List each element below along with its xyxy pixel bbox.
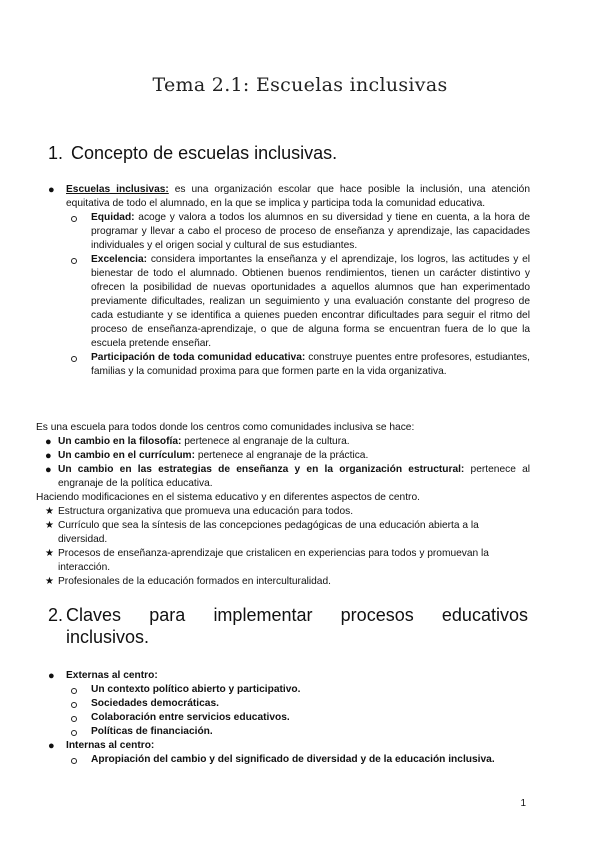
section-1-title: Concepto de escuelas inclusivas. — [71, 143, 338, 163]
sub-item-excelencia — [38, 253, 530, 351]
section-2-number: 2. — [48, 605, 64, 625]
bullet-icon: ● — [45, 436, 52, 448]
change-term: Un cambio en el currículum: — [58, 450, 195, 461]
change-item — [36, 463, 530, 491]
heading-word: Claves — [66, 605, 122, 625]
mod-text: Currículo que sea la síntesis de las concepciones pedagógicas de una educación abierta a la diversidad. — [58, 520, 479, 545]
section-1-body — [38, 183, 530, 379]
heading-word: implementar — [213, 605, 313, 625]
heading-word: para — [149, 605, 186, 625]
sub-item-participacion — [38, 351, 530, 379]
mods-intro: Haciendo modificaciones en el sistema educativo y en diferentes aspectos de centro. — [36, 492, 420, 503]
changes-block — [36, 421, 530, 589]
group-item — [38, 725, 530, 739]
page-number: 1 — [520, 798, 526, 809]
group-item — [38, 711, 530, 725]
definition-item — [38, 183, 530, 211]
change-item — [36, 435, 530, 449]
section-2-body — [38, 669, 530, 767]
section-2-heading — [48, 604, 528, 648]
bullet-icon: ● — [48, 184, 55, 196]
hollow-bullet-icon — [71, 702, 77, 708]
hollow-bullet-icon — [71, 216, 77, 222]
section-2-heading-line-2: inclusivos. — [66, 627, 150, 647]
sub-item-term: Participación de toda comunidad educativa: — [91, 352, 306, 363]
star-icon: ★ — [45, 520, 54, 531]
changes-intro: Es una escuela para todos donde los centros como comunidades inclusiva se hace: — [36, 422, 415, 433]
group-item — [38, 683, 530, 697]
change-text: pertenece al engranaje de la política educativa. — [58, 464, 531, 489]
bullet-icon: ● — [45, 464, 52, 476]
hollow-bullet-icon — [71, 758, 77, 764]
sub-item-term: Excelencia: — [91, 254, 148, 265]
hollow-bullet-icon — [71, 716, 77, 722]
bullet-icon: ● — [48, 740, 55, 752]
group-item-text: Un contexto político abierto y participativo. — [91, 684, 301, 695]
section-1-heading — [48, 143, 337, 164]
group-label-text: Externas al centro: — [66, 670, 158, 681]
group-item-text: Colaboración entre servicios educativos. — [91, 712, 290, 723]
change-term: Un cambio en la filosofía: — [58, 436, 182, 447]
bullet-icon: ● — [48, 670, 55, 682]
sub-item-text: acoge y valora a todos los alumnos en su diversidad y tiene en cuenta, a la hora de programar y llevar a cabo el proceso de proceso de enseñanza y aprendizaje, las capacidades individuales y el origen social y cultural de sus estudiantes. — [91, 212, 530, 251]
change-text: pertenece al engranaje de la práctica. — [195, 450, 369, 461]
group-label-text: Internas al centro: — [66, 740, 155, 751]
group-item — [38, 697, 530, 711]
change-item — [36, 449, 530, 463]
sub-item-text: considera importantes la enseñanza y el aprendizaje, los logros, las actitudes y el bienestar de todo el alumnado. Obtienen buenos rendimientos, tienen un carácter distintivo y ofrecen la posibilidad de nuevas oportunidades a aquellos alumnos que han experimentado previamente dificultades, realizan un seguimiento y una evaluación constante del progreso de cada estudiante y se identifica a quienes pueden encontrar dificultades para seguir el ritmo del proceso de enseñanza-aprendizaje, o que de alguna forma se encuentran fuera de lo que la escuela pretende enseñar. — [91, 254, 530, 349]
document-title: Tema 2.1: Escuelas inclusivas — [152, 74, 448, 96]
sub-item-text: construye puentes entre profesores, estudiantes, familias y la comunidad proxima para que formen parte en la vida organizativa. — [91, 352, 530, 377]
change-text: pertenece al engranaje de la cultura. — [181, 436, 350, 447]
mod-item — [36, 547, 530, 575]
star-icon: ★ — [45, 576, 54, 587]
group-item-text: Sociedades democráticas. — [91, 698, 219, 709]
hollow-bullet-icon — [71, 258, 77, 264]
bullet-icon: ● — [45, 450, 52, 462]
sub-item-term: Equidad: — [91, 212, 135, 223]
group-label — [38, 669, 530, 683]
heading-word: procesos — [340, 605, 414, 625]
section-2-heading-line-1 — [48, 604, 528, 626]
hollow-bullet-icon — [71, 688, 77, 694]
mod-item — [36, 505, 530, 519]
mod-item — [36, 519, 530, 547]
section-1-number: 1. — [48, 143, 64, 163]
group-label — [38, 739, 530, 753]
change-term: Un cambio en las estrategias de enseñanza y en la organización estructural: — [58, 464, 465, 475]
group-item-text: Apropiación del cambio y del significado de diversidad y de la educación inclusiva. — [91, 754, 495, 765]
hollow-bullet-icon — [71, 730, 77, 736]
definition-term: Escuelas inclusivas: — [66, 184, 169, 195]
star-icon: ★ — [45, 506, 54, 517]
hollow-bullet-icon — [71, 356, 77, 362]
definition-text: es una organización escolar que hace posible la inclusión, una atención equitativa de todo el alumnado, en la que se implica y participa toda la comunidad educativa. — [66, 184, 530, 209]
group-item — [38, 753, 530, 767]
star-icon: ★ — [45, 548, 54, 559]
group-item-text: Políticas de financiación. — [91, 726, 213, 737]
sub-item-equidad — [38, 211, 530, 253]
mod-text: Estructura organizativa que promueva una educación para todos. — [58, 506, 354, 517]
mod-item — [36, 575, 530, 589]
mod-text: Procesos de enseñanza-aprendizaje que cristalicen en experiencias para todos y promuevan la interacción. — [58, 548, 489, 573]
heading-word: educativos — [441, 605, 528, 625]
mod-text: Profesionales de la educación formados en interculturalidad. — [58, 576, 331, 587]
